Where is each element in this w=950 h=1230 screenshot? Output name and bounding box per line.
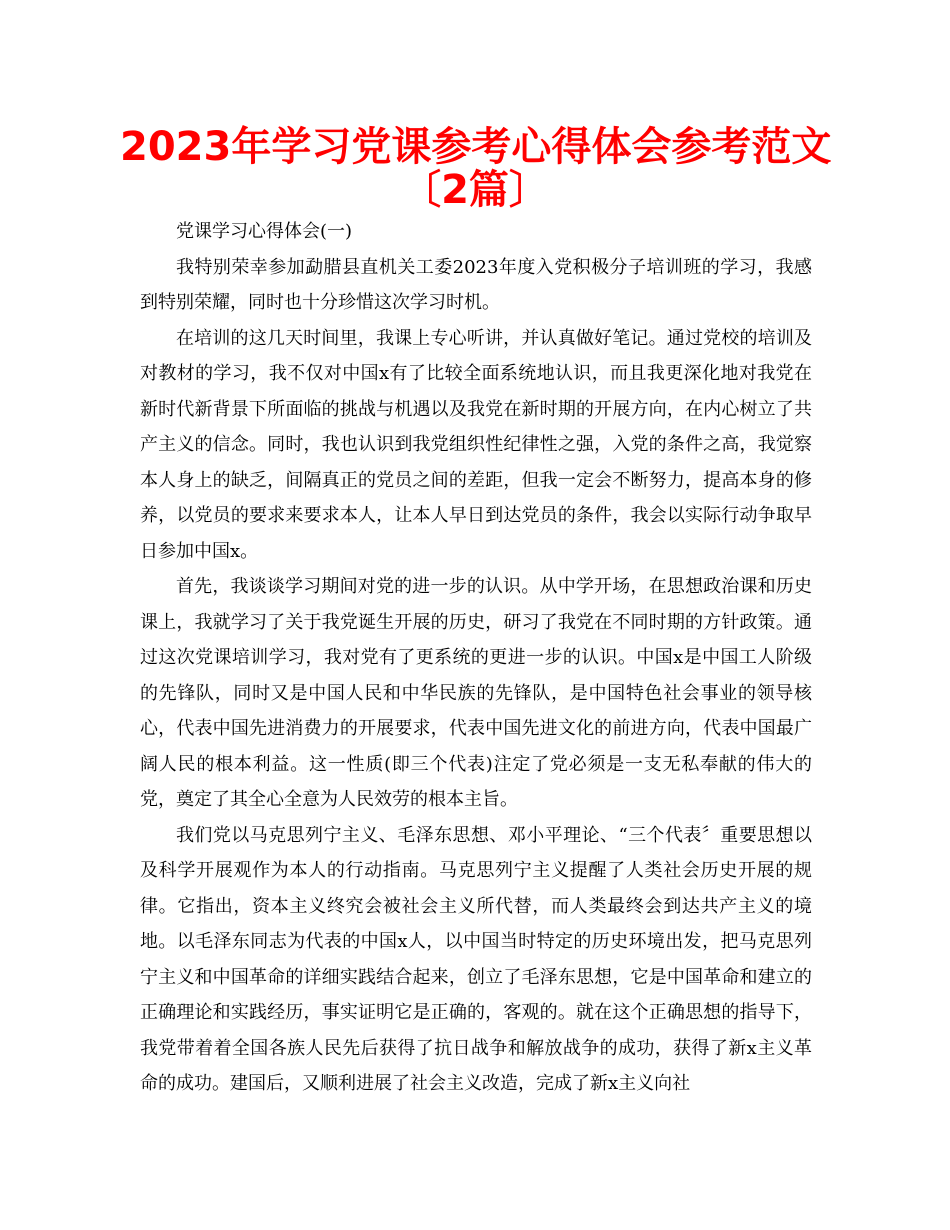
document-title-line1: 2023年学习党课参考心得体会参考范文 xyxy=(120,124,832,170)
document-title-line2: 〔2篇〕 xyxy=(401,167,549,213)
section-heading: 党课学习心得体会(一) xyxy=(176,221,353,242)
document-body xyxy=(140,214,812,1102)
paragraph: 我特别荣幸参加勐腊县直机关工委2023年度入党积极分子培训班的学习，我感到特别荣耀，同时也十分珍惜这次学习时机。 xyxy=(140,256,812,313)
paragraph: 首先，我谈谈学习期间对党的进一步的认识。从中学开场，在思想政治课和历史课上，我就学习了关于我党诞生开展的历史，研习了我党在不同时期的方针政策。通过这次党课培训学习，我对党有了更系统的更进一步的认识。中国x是中国工人阶级的先锋队，同时又是中国人民和中华民族的先锋队，是中国特色社会事业的领导核心，代表中国先进消费力的开展要求，代表中国先进文化的前进方向，代表中国最广阔人民的根本利益。这一性质(即三个代表)注定了党必须是一支无私奉献的伟大的党，奠定了其全心全意为人民效劳的根本主旨。 xyxy=(140,576,812,810)
paragraph: 在培训的这几天时间里，我课上专心听讲，并认真做好笔记。通过党校的培训及对教材的学习，我不仅对中国x有了比较全面系统地认识，而且我更深化地对我党在新时代新背景下所面临的挑战与机遇以及我党在新时期的开展方向，在内心树立了共产主义的信念。同时，我也认识到我党组织性纪律性之强，入党的条件之高，我觉察本人身上的缺乏，间隔真正的党员之间的差距，但我一定会不断努力，提高本身的修养，以党员的要求来要求本人，让本人早日到达党员的条件，我会以实际行动争取早日参加中国x。 xyxy=(140,327,812,562)
paragraph: 我们党以马克思列宁主义、毛泽东思想、邓小平理论、“三个代表〞重要思想以及科学开展观作为本人的行动指南。马克思列宁主义提醒了人类社会历史开展的规律。它指出，资本主义终究会被社会主义所代替，而人类最终会到达共产主义的境地。以毛泽东同志为代表的中国x人，以中国当时特定的历史环境出发，把马克思列宁主义和中国革命的详细实践结合起来，创立了毛泽东思想，它是中国革命和建立的正确理论和实践经历，事实证明它是正确的，客观的。就在这个正确思想的指导下，我党带着着全国各族人民先后获得了抗日战争和解放战争的成功，获得了新x主义革命的成功。建国后，又顺利进展了社会主义改造，完成了新x主义向社 xyxy=(140,824,812,1094)
